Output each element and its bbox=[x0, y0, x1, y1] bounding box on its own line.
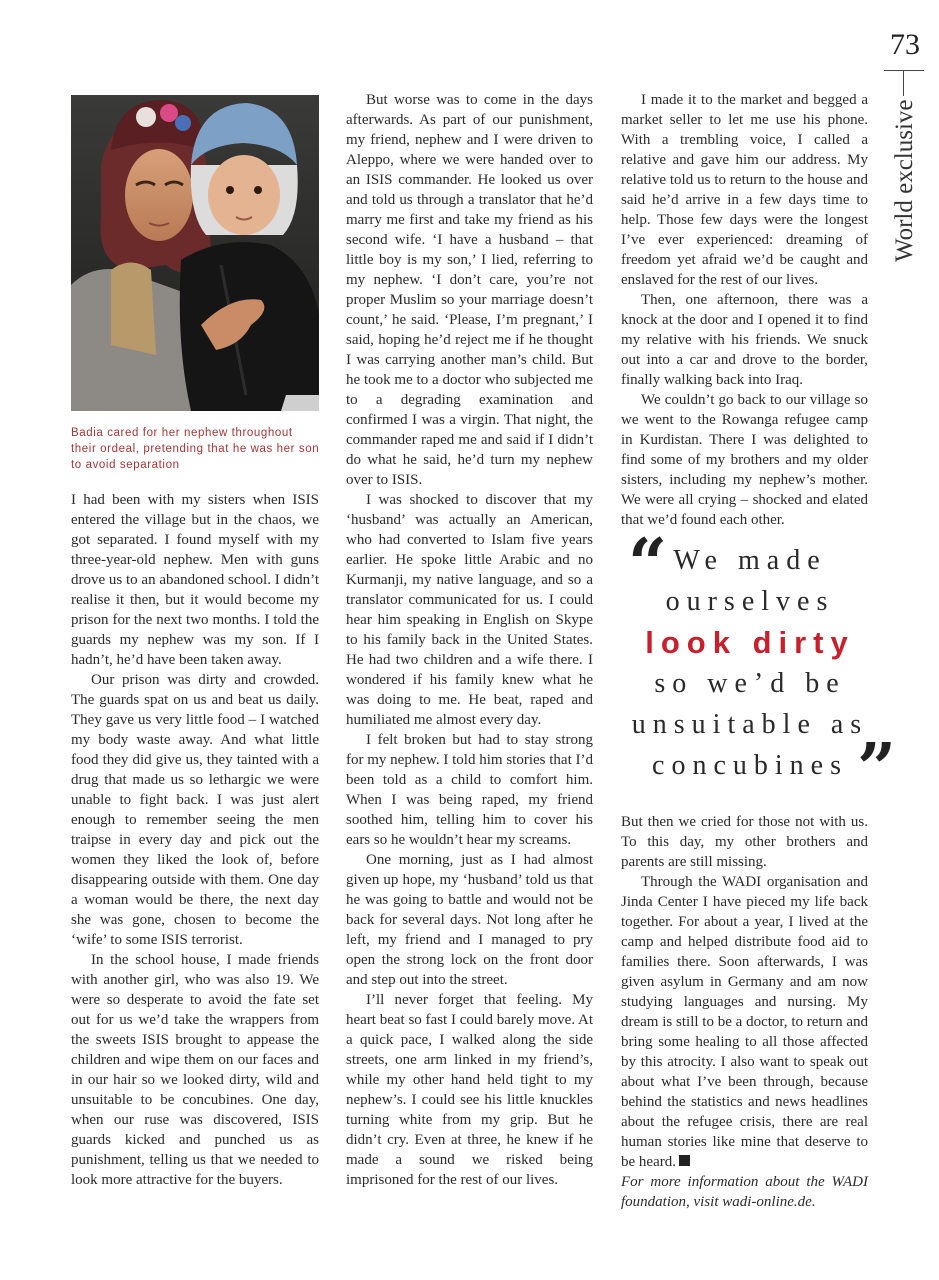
page-number-rule bbox=[884, 70, 924, 71]
article-column-3-bottom bbox=[621, 812, 868, 1212]
article-column-1 bbox=[71, 490, 319, 1190]
paragraph: Our prison was dirty and crowded. The guards spat on us and beat us daily. They gave us very little food – I watched my body waste away. And what little food they did give us, they tainted with a drug that made us so lethargic we were unable to fight back. I was just alert enough to remember seeing the men traipse in every day and pick out the women they liked the look of, before disappearing outside with them. One day a woman would be there, the next day she was gone, chosen to become the ‘wife’ to some ISIS terrorist. bbox=[71, 672, 319, 948]
paragraph bbox=[621, 872, 868, 1172]
paragraph-text: Through the WADI organisation and Jinda Center I have pieced my life back together. For about a year, I lived at the camp and helped distribute food aid to families there. Soon afterwards, I was given asylum in Germany and am now studying languages and nursing. My dream is still to be a doctor, to return and bring some healing to all those affected by this atrocity. I also want to speak out about what I’ve been through, because behind the statistics and news headlines about the refugee crisis, there are real human stories like mine that deserve to be heard. bbox=[621, 874, 868, 1170]
paragraph: We couldn’t go back to our village so we went to the Rowanga refugee camp in Kurdistan. There I was delighted to find some of my brothers and my older sisters, including my nephew’s mother. We were all crying – shocked and elated that we’d found each other. bbox=[621, 392, 868, 528]
open-quote-mark: “ bbox=[628, 524, 668, 604]
pull-quote-line: concubines bbox=[652, 750, 848, 781]
paragraph: In the school house, I made friends with another girl, who was also 19. We were so desperate to avoid the fate set out for us we’d take the wrappers from the sweets ISIS brought to appease the children and wipe them on our faces and in our hair so we looked dirty, wild and unsuitable to be concubines. One day, when our ruse was discovered, ISIS guards kicked and punched us as punishment, telling us that we needed to look more attractive for the buyers. bbox=[71, 952, 319, 1188]
pull-quote-accent: look dirty bbox=[645, 625, 855, 660]
pull-quote bbox=[604, 540, 896, 786]
paragraph: I felt broken but had to stay strong for my nephew. I told him stories that I’d been told as a child to comfort him. When I was being raped, my friend soothed him, telling him to cover his ears so he wouldn’t hear my screams. bbox=[346, 732, 593, 848]
paragraph: I made it to the market and begged a market seller to let me use his phone. With a trembling voice, I called a relative and gave him our address. My relative told us to return to the house and said he’d arrive in a few days time to help. Those few days were the longest I’ve ever experienced: dreaming of freedom yet afraid we’d be caught and enslaved for the rest of our lives. bbox=[621, 92, 868, 288]
paragraph: But worse was to come in the days afterwards. As part of our punishment, my friend, nephew and I were driven to Aleppo, where we were handed over to an ISIS commander. He looked us over and told us through a translator that he’d marry me first and take my friend as his second wife. ‘I have a husband – that little boy is my son,’ I lied, referring to my nephew. ‘I don’t care, you’re not proper Muslim so your marriage doesn’t count,’ he said. ‘Please, I’m pregnant,’ I said, hoping he’d reject me if he thought I was carrying another man’s child. But he took me to a doctor who subjected me to a degrading examination and confirmed I was a virgin. That night, the commander raped me and said if I didn’t do what he said, he’d turn my nephew over to ISIS. bbox=[346, 92, 593, 488]
article-column-3-top bbox=[621, 90, 868, 530]
paragraph: I’ll never forget that feeling. My heart beat so fast I could barely move. At a quick pace, I walked along the side streets, one arm linked in my friend’s, while my other hand held tight to my nephew’s. I could see his little knuckles turning white from my grip. But he didn’t cry. Even at three, he knew if he made a sound we risked being imprisoned for the rest of our lives. bbox=[346, 992, 594, 1188]
footnote: For more information about the WADI foundation, visit wadi-online.de. bbox=[621, 1174, 868, 1210]
close-quote-mark: ” bbox=[857, 729, 897, 809]
end-mark-icon bbox=[679, 1155, 690, 1166]
paragraph: I had been with my sisters when ISIS entered the village but in the chaos, we got separated. I found myself with my three-year-old nephew. Men with guns drove us to an abandoned school. I didn’t realise it then, but it would become my prison for the next two months. I told the guards my nephew was my son. If I hadn’t, he’d have been taken away. bbox=[71, 492, 320, 668]
photo-woman-and-child bbox=[71, 95, 319, 411]
paragraph: Then, one afternoon, there was a knock at the door and I opened it to find my relative with his friends. We snuck out into a car and drove to the border, finally walking back into Iraq. bbox=[621, 292, 868, 388]
section-label: World exclusive bbox=[891, 99, 918, 262]
article-column-2 bbox=[346, 90, 593, 1190]
pull-quote-line: so we’d be bbox=[654, 668, 846, 699]
paragraph: I was shocked to discover that my ‘husband’ was actually an American, who had converted to Islam five years earlier. He spoke little Arabic and no Kurmanji, my native language, and so a translator communicated for us. I could hear him speaking in English on Skype to his family back in the United States. He had two children and a wife there. I wondered if his family knew what he was doing to me. He beat, raped and humiliated me almost every day. bbox=[346, 492, 593, 728]
pull-quote-line: We made bbox=[673, 545, 827, 576]
page-number: 73 bbox=[890, 28, 920, 61]
photo-caption: Badia cared for her nephew throughout their ordeal, pretending that he was her son to avoid separation bbox=[71, 427, 320, 471]
paragraph: One morning, just as I had almost given up hope, my ‘husband’ told us that he was going to battle and would not be back for several days. Not long after he left, my friend and I managed to pry open the strong lock on the front door and step out into the street. bbox=[346, 852, 593, 988]
paragraph: But then we cried for those not with us. To this day, my other brothers and parents are still missing. bbox=[621, 814, 868, 870]
pull-quote-line: ourselves bbox=[665, 586, 835, 617]
pull-quote-line: unsuitable as bbox=[631, 709, 869, 740]
